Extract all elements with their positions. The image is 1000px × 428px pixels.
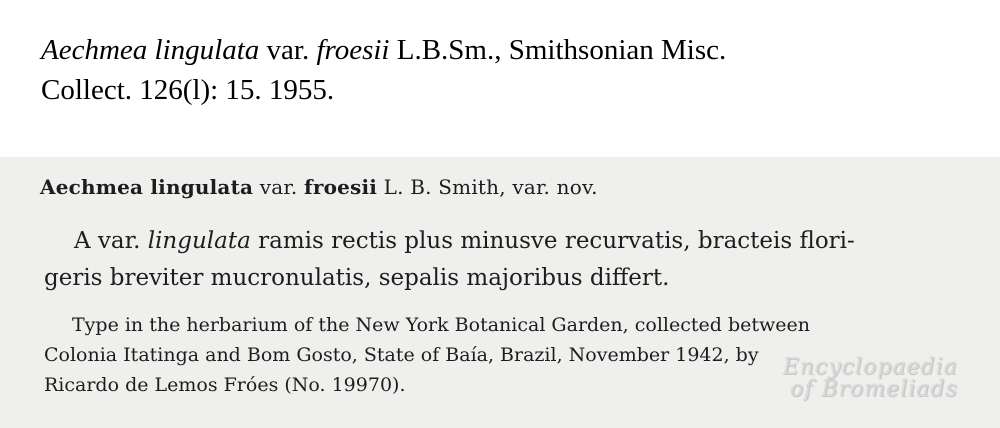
citation-rank: var. — [259, 34, 317, 66]
diagnosis-italic-name: lingulata — [147, 228, 251, 254]
heading-variety: froesii — [304, 175, 378, 199]
diagnosis-line-2: geris breviter mucronulatis, sepalis majoribus differt. — [44, 265, 670, 291]
type-note-line-3: Ricardo de Lemos Fróes (No. 19970). — [44, 374, 406, 396]
scanned-protologue — [0, 157, 1000, 428]
citation-author-publication: L.B.Sm., Smithsonian Misc. — [389, 34, 727, 66]
citation-variety: froesii — [316, 34, 390, 66]
type-note-line-1: Type in the herbarium of the New York Botanical Garden, collected between — [72, 314, 810, 336]
diagnosis-line-1-start: A var. — [74, 228, 148, 254]
watermark-line-1: Encyclopaedia — [782, 355, 958, 380]
citation-line-2: Collect. 126(l): 15. 1955. — [41, 74, 335, 106]
type-note-line-2: Colonia Itatinga and Bom Gosto, State of Baía, Brazil, November 1942, by — [44, 344, 759, 366]
diagnosis-line-1 — [44, 223, 974, 260]
heading-rank: var. — [253, 175, 305, 199]
watermark — [783, 357, 958, 401]
protologue-heading — [40, 175, 598, 199]
latin-diagnosis — [44, 223, 974, 297]
heading-taxon-name: Aechmea lingulata — [40, 175, 254, 199]
citation-line-1 — [41, 30, 981, 70]
citation-taxon-name: Aechmea lingulata — [41, 34, 260, 66]
watermark-line-2: of Bromeliads — [790, 377, 958, 402]
heading-author: L. B. Smith, var. nov. — [377, 175, 598, 199]
diagnosis-line-1-end: ramis rectis plus minusve recurvatis, bracteis flori- — [250, 228, 855, 254]
citation — [41, 30, 981, 110]
